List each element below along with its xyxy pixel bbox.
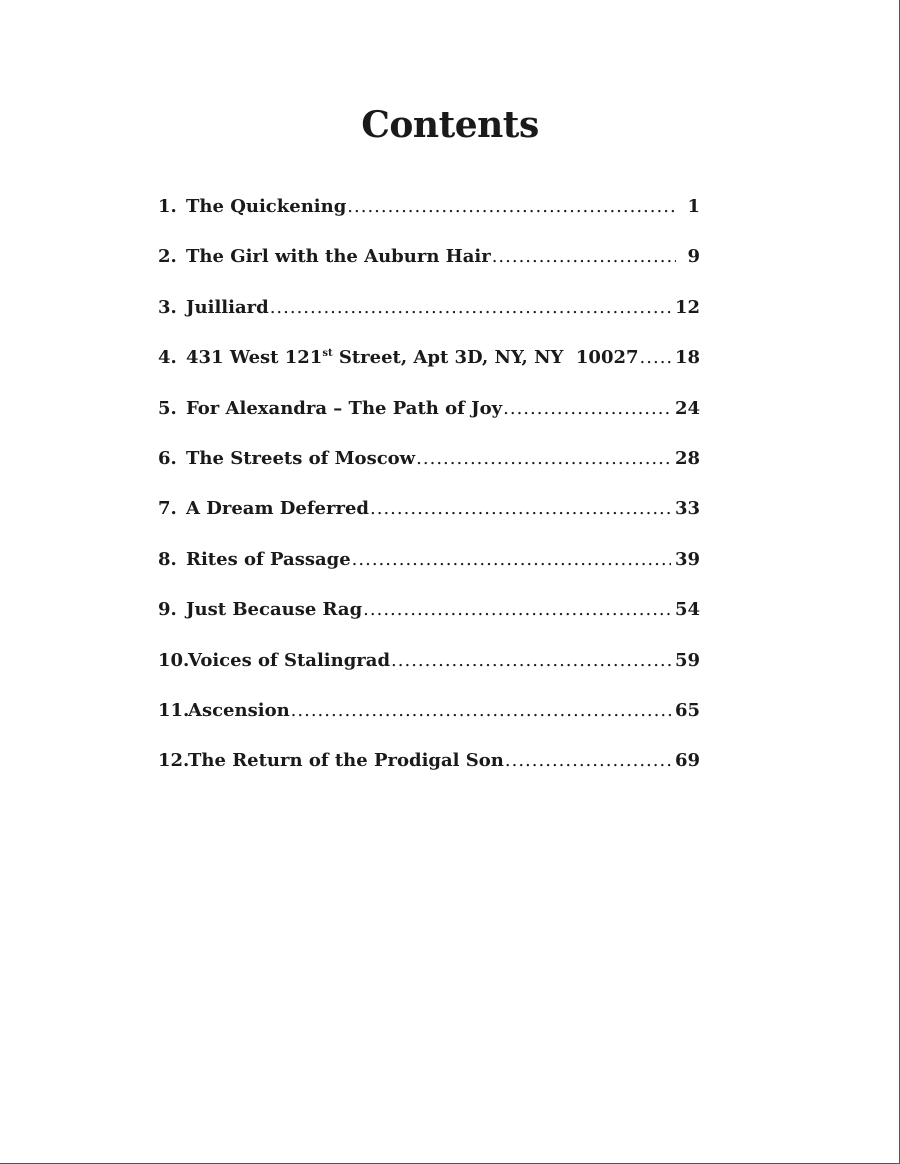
toc-entry-title	[186, 343, 639, 373]
toc-dot-leader	[347, 192, 676, 222]
toc-entry-number: 11.	[158, 699, 190, 721]
toc-entry-title: The Girl with the Auburn Hair	[186, 246, 491, 268]
page-title: Contents	[361, 104, 539, 146]
toc-entry-number: 9.	[158, 599, 177, 621]
toc-title-part: Street, Apt 3D, NY, NY 10027	[332, 347, 639, 369]
toc-entry-page: 33	[674, 498, 700, 520]
toc-entry-8	[158, 545, 700, 595]
toc-entry-number: 2.	[158, 246, 177, 268]
toc-entry-9	[158, 595, 700, 645]
toc-entry-number: 4.	[158, 347, 177, 369]
toc-entry-1	[158, 192, 700, 242]
toc-entry-page: 24	[674, 397, 700, 419]
toc-entry-page: 12	[674, 296, 700, 318]
toc-entry-number: 6.	[158, 447, 177, 469]
toc-entry-number: 3.	[158, 296, 177, 318]
toc-entry-10	[158, 646, 700, 696]
toc-entry-3	[158, 293, 700, 343]
toc-entry-title: The Quickening	[186, 196, 347, 217]
toc-entry-page: 18	[674, 347, 700, 369]
toc-entry-title: The Return of the Prodigal Son	[188, 750, 504, 772]
toc-entry-11	[158, 696, 700, 746]
toc-dot-leader	[270, 293, 671, 323]
toc-entry-page: 28	[674, 447, 700, 469]
toc-dot-leader	[391, 646, 671, 676]
toc-entry-number: 12.	[158, 750, 190, 772]
toc-entry-number: 8.	[158, 548, 177, 570]
toc-dot-leader	[640, 343, 671, 373]
toc-entry-5	[158, 394, 700, 444]
toc-entry-title: Juilliard	[186, 296, 269, 318]
toc-entry-title: Just Because Rag	[186, 599, 363, 621]
toc-entry-page: 65	[674, 699, 700, 721]
toc-entry-12	[158, 746, 700, 796]
toc-entry-number: 7.	[158, 498, 177, 520]
toc-entry-title: The Streets of Moscow	[186, 447, 416, 469]
toc-entry-number: 1.	[158, 196, 177, 217]
ordinal-suffix: st	[322, 348, 333, 360]
toc-entry-number: 5.	[158, 397, 177, 419]
toc-entry-page: 1	[687, 196, 700, 217]
toc-title-part: 431 West 121	[186, 347, 323, 369]
toc-entry-number: 10.	[158, 649, 190, 671]
toc-dot-leader	[503, 394, 671, 424]
toc-dot-leader	[363, 595, 671, 625]
toc-dot-leader	[291, 696, 671, 726]
toc-entry-title: Rites of Passage	[186, 548, 351, 570]
toc-entry-7	[158, 494, 700, 544]
table-of-contents	[158, 192, 700, 797]
toc-entry-title: For Alexandra – The Path of Joy	[186, 397, 503, 419]
toc-entry-page: 59	[674, 649, 700, 671]
toc-dot-leader	[505, 746, 671, 776]
toc-entry-4	[158, 343, 700, 393]
toc-entry-page: 69	[674, 750, 700, 772]
toc-entry-page: 54	[674, 599, 700, 621]
toc-dot-leader	[352, 545, 671, 575]
toc-entry-6	[158, 444, 700, 494]
toc-entry-title: Ascension	[188, 699, 290, 721]
toc-dot-leader	[416, 444, 671, 474]
toc-entry-2	[158, 242, 700, 292]
toc-entry-title: Voices of Stalingrad	[188, 649, 391, 671]
toc-dot-leader	[370, 494, 671, 524]
toc-entry-page: 9	[687, 246, 700, 268]
toc-entry-page: 39	[674, 548, 700, 570]
toc-dot-leader	[492, 242, 676, 272]
toc-entry-title: A Dream Deferred	[186, 498, 370, 520]
